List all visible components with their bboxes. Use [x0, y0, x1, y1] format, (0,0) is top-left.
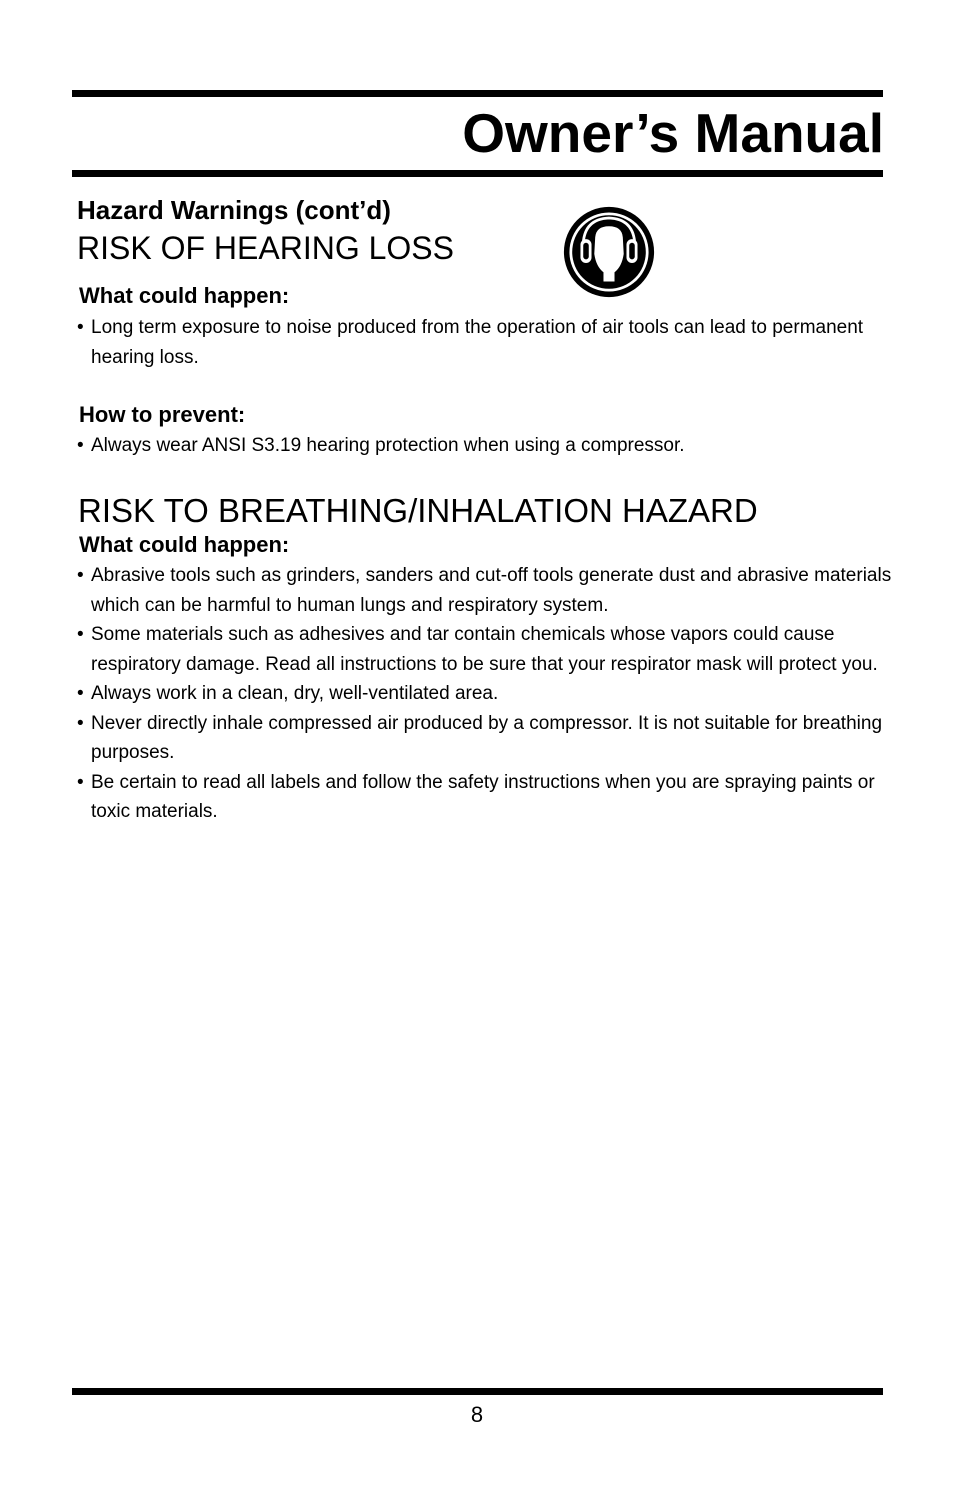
manual-title: Owner’s Manual	[462, 102, 884, 164]
header-bottom-rule	[72, 170, 883, 177]
bullet-dot-icon: •	[77, 771, 84, 793]
bullet-item	[77, 768, 892, 827]
bullet-text: Never directly inhale compressed air produced by a compressor. It is not suitable for breathing purposes.	[91, 712, 883, 763]
bullet-text: Be certain to read all labels and follow the safety instructions when you are spraying paints or toxic materials.	[91, 771, 875, 822]
bullet-text: Abrasive tools such as grinders, sanders and cut-off tools generate dust and abrasive materials which can be harmful to human lungs and respiratory system.	[91, 565, 892, 616]
section-subtitle: Hazard Warnings (cont’d)	[77, 195, 391, 225]
bullet-dot-icon: •	[77, 317, 84, 338]
bullet-dot-icon: •	[77, 712, 84, 734]
hearing-prevent-label: How to prevent:	[79, 402, 246, 427]
bullet-item	[77, 431, 892, 461]
page-number: 8	[470, 1402, 484, 1427]
breathing-what-list	[77, 561, 892, 827]
hearing-what-label: What could happen:	[79, 283, 290, 308]
hearing-prevent-list	[77, 431, 892, 461]
hearing-what-list	[77, 313, 892, 372]
bullet-item	[77, 679, 892, 709]
bullet-text: Long term exposure to noise produced from the operation of air tools can lead to permanent hearing loss.	[91, 317, 864, 368]
footer-rule	[72, 1388, 883, 1395]
bullet-item	[77, 709, 892, 768]
header-top-rule	[72, 90, 883, 97]
bullet-text: Some materials such as adhesives and tar contain chemicals whose vapors could cause respiratory damage. Read all instructions to be sure that your respirator mask will protect you.	[91, 624, 878, 675]
bullet-item	[77, 620, 892, 679]
bullet-dot-icon: •	[77, 624, 84, 645]
hearing-protection-icon	[563, 206, 655, 298]
bullet-dot-icon: •	[77, 435, 84, 456]
breathing-what-label: What could happen:	[79, 532, 290, 557]
bullet-text: Always work in a clean, dry, well-ventilated area.	[91, 683, 499, 704]
bullet-item	[77, 313, 892, 372]
bullet-text: Always wear ANSI S3.19 hearing protection when using a compressor.	[91, 435, 685, 456]
bullet-item	[77, 561, 892, 620]
breathing-risk-heading: RISK TO BREATHING/INHALATION HAZARD	[78, 492, 758, 529]
hearing-risk-heading: RISK OF HEARING LOSS	[77, 230, 454, 266]
bullet-dot-icon: •	[77, 565, 84, 586]
bullet-dot-icon: •	[77, 683, 84, 704]
